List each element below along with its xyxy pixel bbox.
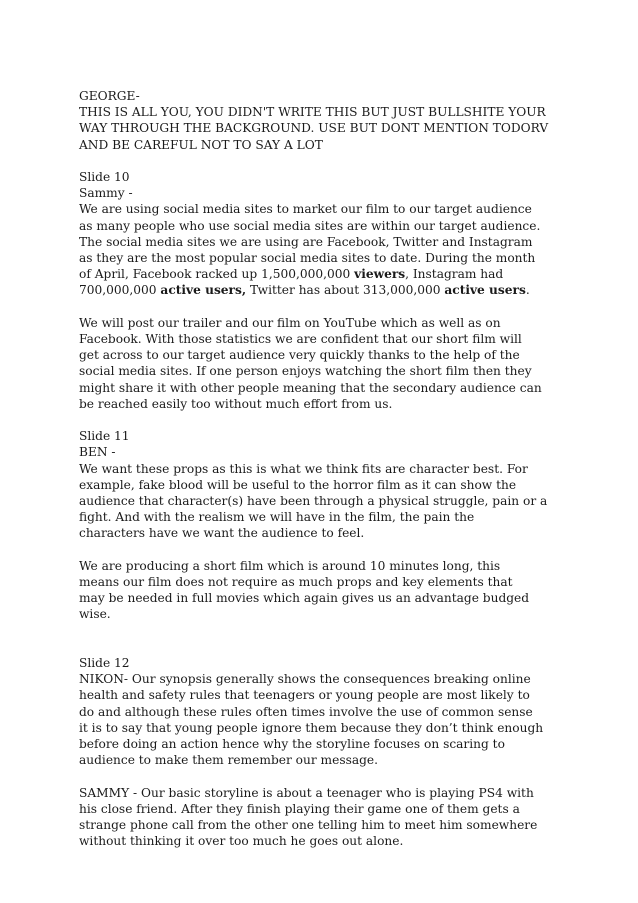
paragraph-line xyxy=(79,266,569,282)
slide-12-section xyxy=(79,655,569,768)
slide-10-section xyxy=(79,169,569,299)
header-line: THIS IS ALL YOU, YOU DIDN'T WRITE THIS BUT JUST BULLSHITE YOUR xyxy=(79,105,546,120)
header-line: WAY THROUGH THE BACKGROUND. USE BUT DONT MENTION TODORV xyxy=(79,121,549,136)
paragraph-line: might share it with other people meaning that the secondary audience can xyxy=(79,380,542,395)
highlighted-term: active users xyxy=(444,283,526,298)
paragraph-line: Facebook. With those statistics we are confident that our short film will xyxy=(79,332,522,347)
paragraph-line: without thinking it over too much he goes out alone. xyxy=(79,834,404,849)
paragraph-line: get across to our target audience very quickly thanks to the help of the xyxy=(79,348,520,363)
paragraph-line: it is to say that young people ignore them because they don’t think enough xyxy=(79,720,544,735)
paragraph-line: We want these props as this is what we think fits are character best. For xyxy=(79,461,528,476)
header-note xyxy=(79,88,569,153)
paragraph-line: The social media sites we are using are Facebook, Twitter and Instagram xyxy=(79,234,533,249)
paragraph-line: characters have we want the audience to feel. xyxy=(79,526,365,541)
paragraph-line: We are using social media sites to market our film to our target audience xyxy=(79,202,532,217)
slide-12-paragraph-2 xyxy=(79,785,569,850)
slide-title: Slide 10 xyxy=(79,170,130,184)
paragraph-line: We will post our trailer and our film on YouTube which as well as on xyxy=(79,315,501,330)
header-line: GEORGE- xyxy=(79,89,140,103)
paragraph-line: may be needed in full movies which again gives us an advantage budged xyxy=(79,591,530,606)
paragraph-line: means our film does not require as much props and key elements that xyxy=(79,575,513,590)
slide-title: Slide 11 xyxy=(79,429,130,444)
paragraph-line: SAMMY - Our basic storyline is about a teenager who is playing PS4 with xyxy=(79,785,534,800)
paragraph-line: NIKON- Our synopsis generally shows the consequences breaking online xyxy=(79,672,531,687)
paragraph-line: audience that character(s) have been through a physical struggle, pain or a xyxy=(79,494,548,509)
highlighted-term: active users, xyxy=(160,283,247,298)
paragraph-line: as many people who use social media sites are within our target audience. xyxy=(79,218,541,233)
paragraph-line xyxy=(79,282,569,298)
text-run: , Instagram had xyxy=(405,267,504,282)
highlighted-term: viewers xyxy=(354,267,406,282)
text-run: . xyxy=(525,283,530,298)
paragraph-line: wise. xyxy=(79,607,111,622)
paragraph-line: before doing an action hence why the storyline focuses on scaring to xyxy=(79,737,505,752)
paragraph-line: example, fake blood will be useful to the horror film as it can show the xyxy=(79,477,517,492)
paragraph-line: be reached easily too without much effort from us. xyxy=(79,396,393,411)
paragraph-line: social media sites. If one person enjoys watching the short film then they xyxy=(79,364,532,379)
document-page xyxy=(79,88,569,866)
speaker-label: Sammy - xyxy=(79,186,133,201)
slide-10-paragraph-2 xyxy=(79,315,569,412)
text-run: of April, Facebook racked up 1,500,000,000 xyxy=(79,267,355,282)
paragraph-line: do and although these rules often times involve the use of common sense xyxy=(79,704,533,719)
paragraph-line: as they are the most popular social media sites to date. During the month xyxy=(79,251,536,266)
paragraph-line: audience to make them remember our message. xyxy=(79,753,378,768)
slide-title: Slide 12 xyxy=(79,656,130,671)
paragraph-line: health and safety rules that teenagers or young people are most likely to xyxy=(79,688,530,703)
slide-11-paragraph-2 xyxy=(79,558,569,623)
header-line: AND BE CAREFUL NOT TO SAY A LOT xyxy=(79,137,323,152)
paragraph-line: fight. And with the realism we will have in the film, the pain the xyxy=(79,510,475,525)
paragraph-line: We are producing a short film which is around 10 minutes long, this xyxy=(79,558,501,573)
slide-11-section xyxy=(79,428,569,541)
speaker-label: BEN - xyxy=(79,445,116,460)
paragraph-line: strange phone call from the other one telling him to meet him somewhere xyxy=(79,818,538,833)
text-run: 700,000,000 xyxy=(79,283,161,298)
paragraph-line: his close friend. After they finish playing their game one of them gets a xyxy=(79,801,520,816)
text-run: Twitter has about 313,000,000 xyxy=(246,283,445,298)
